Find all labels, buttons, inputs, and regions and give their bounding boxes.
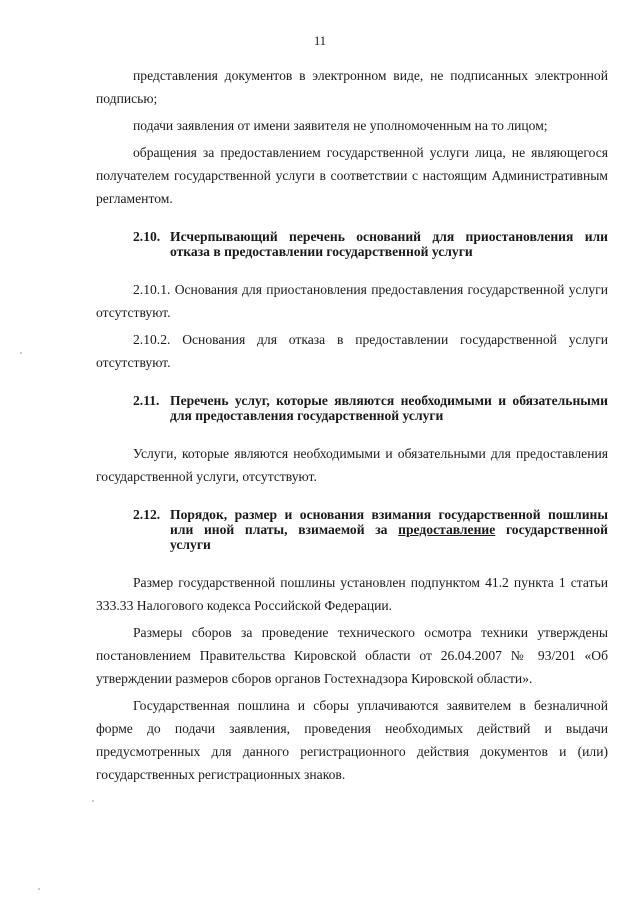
section-title-underlined: предоставление xyxy=(398,522,496,537)
scan-speck xyxy=(20,352,22,354)
paragraph-fees-approved: Размеры сборов за проведение технического осмотра техники утверждены постановлением Правительства Кировской области от 26.04.2007 № 93/201 «Об утверждении размеров сборов органов Гостехнадзора Кировской области». xyxy=(96,625,608,686)
paragraph-no-signature: представления документов в электронном виде, не подписанных электронной подписью; xyxy=(96,68,608,106)
section-number: 2.11. xyxy=(133,393,160,408)
section-number: 2.10. xyxy=(133,229,161,244)
section-2-11-heading xyxy=(96,393,608,423)
section-number: 2.12. xyxy=(133,507,161,522)
section-title: Исчерпывающий перечень оснований для приостановления или отказа в предоставлении государственной услуги xyxy=(170,229,608,259)
page-number: 11 xyxy=(313,34,327,48)
document-body xyxy=(96,64,608,786)
scan-speck xyxy=(92,800,94,802)
paragraph-payment-method: Государственная пошлина и сборы уплачиваются заявителем в безналичной форме до подачи заявления, проведения необходимых действий и выдачи предусмотренных для данного регистрационного действия документов и (или) государственных регистрационных знаков. xyxy=(96,698,608,782)
section-title xyxy=(170,507,608,552)
paragraph-unauthorized-person: подачи заявления от имени заявителя не уполномоченным на то лицом; xyxy=(133,118,548,133)
scan-speck xyxy=(38,888,40,890)
section-title-part: государственной услуги xyxy=(170,522,608,552)
paragraph-2-10-2: 2.10.2. Основания для отказа в предоставлении государственной услуги отсутствуют. xyxy=(96,332,608,370)
paragraph-2-10-1: 2.10.1. Основания для приостановления предоставления государственной услуги отсутствуют. xyxy=(96,282,608,320)
section-2-12-heading xyxy=(96,507,608,552)
paragraph-not-recipient: обращения за предоставлением государственной услуги лица, не являющегося получателем государственной услуги в соответствии с настоящим Административным регламентом. xyxy=(96,145,608,206)
section-title-part: Порядок, размер и основания взимания государственной пошлины или иной платы, взимаемой за xyxy=(170,507,608,537)
section-2-10-heading xyxy=(96,229,608,259)
section-title: Перечень услуг, которые являются необходимыми и обязательными для предоставления государственной услуги xyxy=(170,393,608,423)
paragraph-services-none: Услуги, которые являются необходимыми и обязательными для предоставления государственной услуги, отсутствуют. xyxy=(96,446,608,484)
paragraph-state-duty-size: Размер государственной пошлины установлен подпунктом 41.2 пункта 1 статьи 333.33 Налогового кодекса Российской Федерации. xyxy=(96,575,608,613)
